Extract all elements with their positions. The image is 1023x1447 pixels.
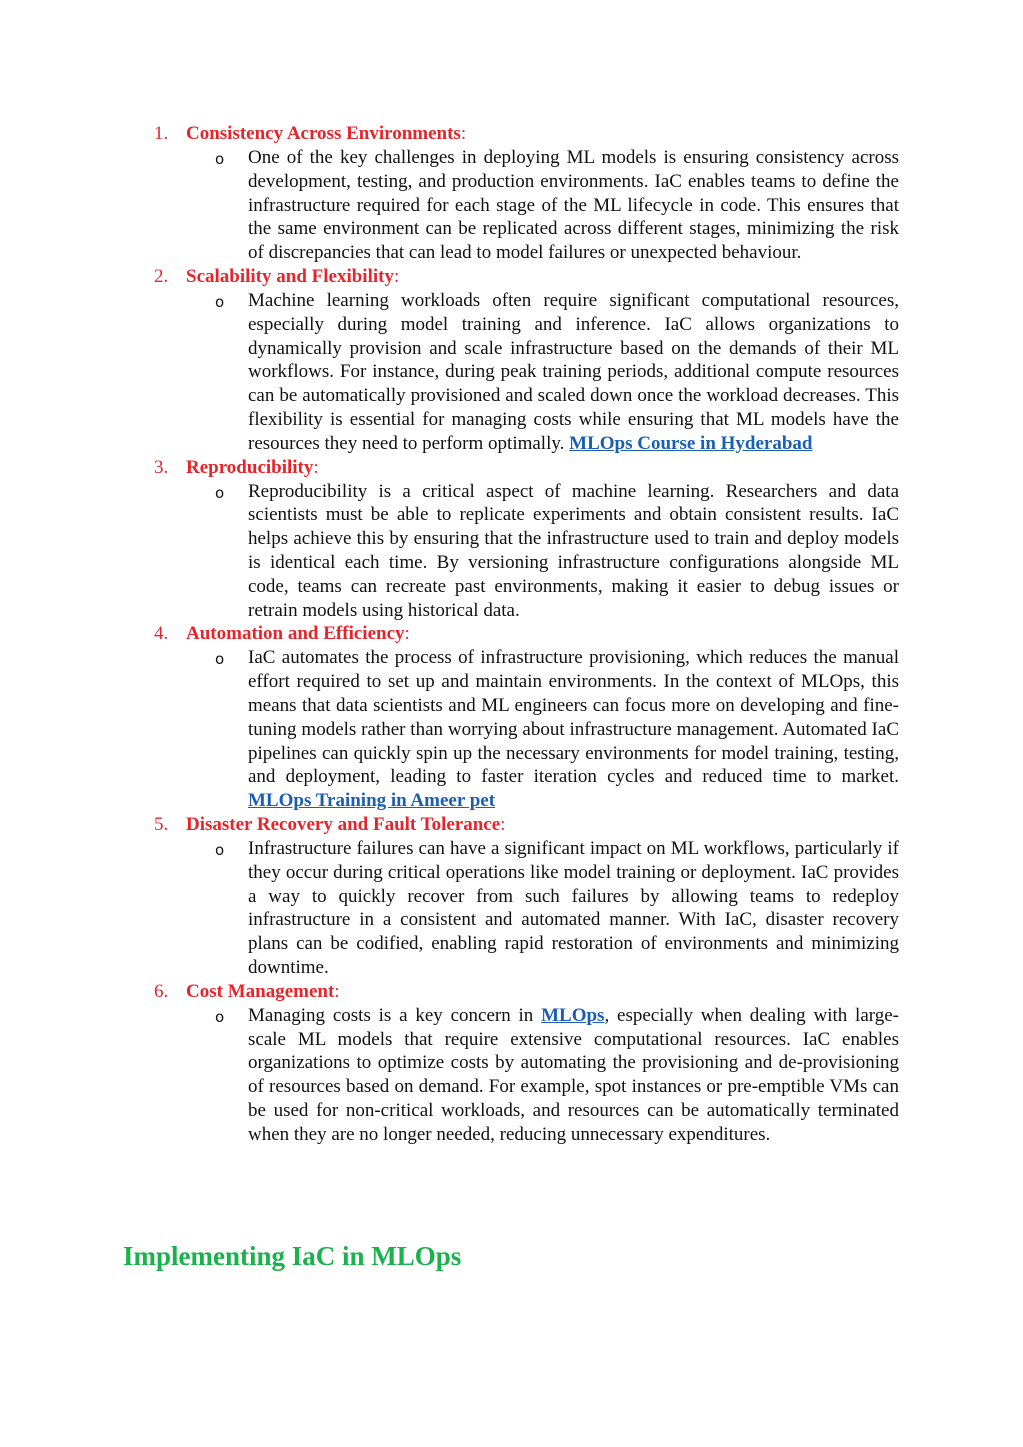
item-number: 4. <box>154 623 169 645</box>
item-title: Disaster Recovery and Fault Tolerance: <box>186 813 506 835</box>
item-number: 5. <box>154 813 169 835</box>
item-title: Scalability and Flexibility: <box>186 265 400 287</box>
item-header <box>0 980 1023 1004</box>
mlops-course-link[interactable]: MLOps Course in Hyderabad <box>569 432 813 454</box>
item-paragraph: One of the key challenges in deploying ML models is ensuring consistency across development, testing, and production environments. IaC enables teams to define the infrastructure required for each stage of the ML lifecycle in code. This ensures that the same environment can be replicated across different stages, minimizing the risk of discrepancies that can lead to model failures or unexpected behaviour. <box>248 147 899 264</box>
item-paragraph: Managing costs is a key concern in MLOps, especially when dealing with large-scale ML models that require extensive computational resources. IaC enables organizations to optimize costs by automating the provisioning and de-provisioning of resources based on demand. For example, spot instances or pre-emptible VMs can be used for non-critical workloads, and resources can be automatically terminated when they are no longer needed, reducing unnecessary expenditures. <box>248 1004 900 1145</box>
list-item-cost-management <box>0 980 1023 1147</box>
bullet-marker: o <box>215 1007 225 1026</box>
item-title: Reproducibility: <box>186 456 319 478</box>
item-number: 3. <box>154 456 169 478</box>
list-item-scalability <box>0 265 1023 456</box>
bullet-row <box>0 146 1023 265</box>
item-title: Cost Management: <box>186 980 340 1002</box>
item-paragraph: Machine learning workloads often require significant computational resources, especially during model training and inference. IaC allows organizations to dynamically provision and scale infrastructure based on the demands of their ML workflows. For instance, during peak training periods, additional compute resources can be automatically provisioned and scaled down once the workload decreases. This flexibility is essential for managing costs while ensuring that ML models have the resources they need to perform optimally. MLOps Course in Hyderabad <box>248 289 899 454</box>
bullet-row <box>0 646 1023 813</box>
bullet-row <box>0 1004 1023 1147</box>
bullet-marker: o <box>215 650 225 669</box>
item-header <box>0 122 1023 146</box>
mlops-training-link[interactable]: MLOps Training in Ameer pet <box>248 790 496 812</box>
mlops-link[interactable]: MLOps <box>541 1004 605 1026</box>
list-item-consistency <box>0 122 1023 265</box>
bullet-marker: o <box>215 483 225 502</box>
item-paragraph: IaC automates the process of infrastructure provisioning, which reduces the manual effort required to set up and maintain environments. In the context of MLOps, this means that data scientists and ML engineers can focus more on developing and fine-tuning models rather than worrying about infrastructure management. Automated IaC pipelines can quickly spin up the necessary environments for model training, testing, and deployment, leading to faster iteration cycles and reduced time to market. MLOps Training in Ameer pet <box>248 647 899 812</box>
item-title: Automation and Efficiency: <box>186 623 410 645</box>
list-item-disaster-recovery <box>0 813 1023 980</box>
item-header <box>0 622 1023 646</box>
item-title: Consistency Across Environments: <box>186 123 467 144</box>
item-paragraph: Reproducibility is a critical aspect of machine learning. Researchers and data scientists must be able to replicate experiments and obtain consistent results. IaC helps achieve this by ensuring that the infrastructure used to train and deploy models is identical each time. By versioning infrastructure configurations alongside ML code, teams can recreate past environments, making it easier to debug issues or retrain models using historical data. <box>248 480 899 621</box>
item-number: 2. <box>154 265 169 287</box>
section-heading: Implementing IaC in MLOps <box>123 1241 462 1271</box>
bullet-marker: o <box>215 292 225 311</box>
item-header <box>0 813 1023 837</box>
list-item-reproducibility <box>0 456 1023 623</box>
list-item-automation <box>0 622 1023 813</box>
bullet-marker: o <box>215 150 225 168</box>
item-header <box>0 456 1023 480</box>
bullet-row <box>0 837 1023 980</box>
item-number: 6. <box>154 980 169 1002</box>
bullet-row <box>0 480 1023 623</box>
benefits-list <box>0 122 1023 1146</box>
item-header <box>0 265 1023 289</box>
item-number: 1. <box>154 123 169 144</box>
bullet-row <box>0 289 1023 456</box>
item-paragraph: Infrastructure failures can have a significant impact on ML workflows, particularly if they occur during critical operations like model training or deployment. IaC provides a way to quickly recover from such failures by allowing teams to redeploy infrastructure in a consistent and automated manner. With IaC, disaster recovery plans can be codified, enabling rapid restoration of environments and minimizing downtime. <box>248 837 899 978</box>
bullet-marker: o <box>215 840 225 859</box>
